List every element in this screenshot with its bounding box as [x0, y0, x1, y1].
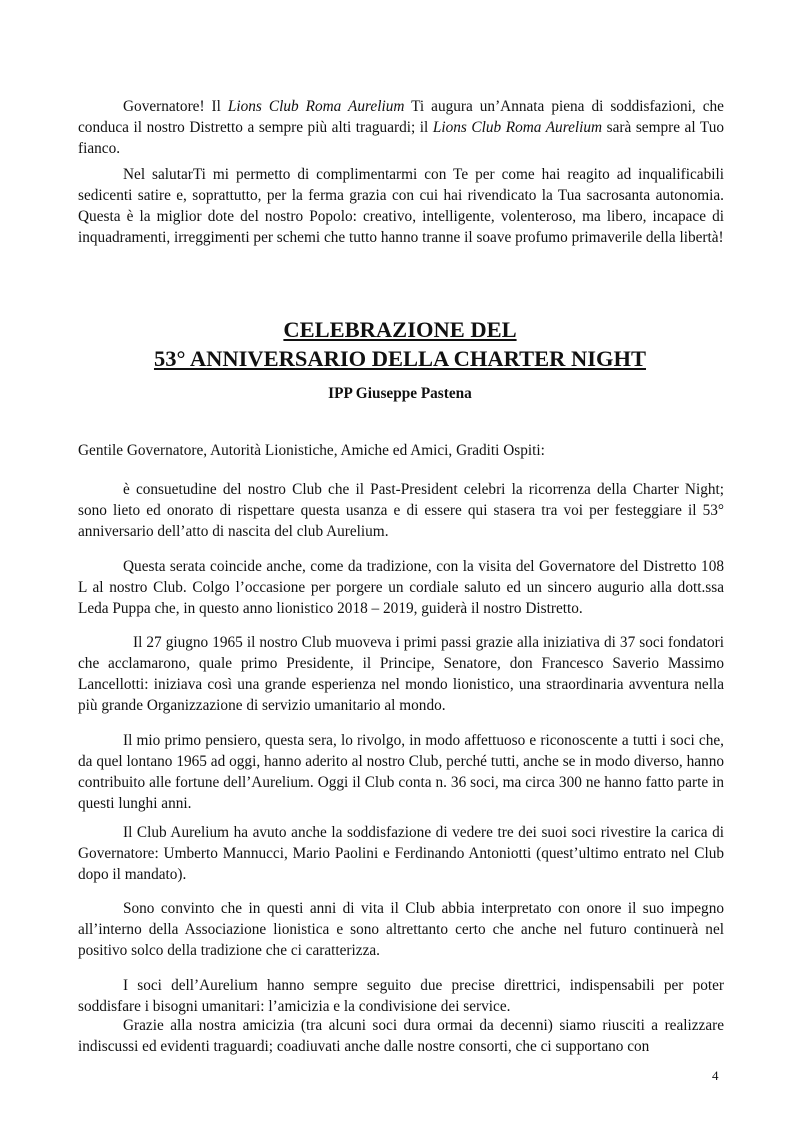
author-byline: IPP Giuseppe Pastena — [328, 385, 472, 402]
body-paragraph-3: Il 27 giugno 1965 il nostro Club muoveva i primi passi grazie alla iniziativa di 37 soci fondatori che acclamarono, quale primo Presidente, il Principe, Senatore, don Francesco Saverio Massimo Lancellotti: iniziava così una grande esperienza nel mondo lionistico, una straordinaria avventura nella più grande Organizzazione di servizio umanitario al mondo. — [78, 634, 724, 714]
club-name: Lions Club Roma Aurelium — [432, 119, 603, 136]
club-name: Lions Club Roma Aurelium — [227, 98, 405, 115]
body-paragraph-2: Questa serata coincide anche, come da tradizione, con la visita del Governatore del Distretto 108 L al nostro Club. Colgo l’occasione per porgere un cordiale saluto ed un sincero augurio alla dott.ssa Leda Puppa che, in questo anno lionistico 2018 – 2019, guiderà il nostro Distretto. — [78, 558, 724, 617]
intro-text: Governatore! Il — [123, 98, 228, 115]
page-number: 4 — [712, 1068, 719, 1083]
intro-text: sarà sempre al Tuo fianco. — [78, 119, 724, 157]
greeting: Gentile Governatore, Autorità Lionistiche, Amiche ed Amici, Graditi Ospiti: — [78, 442, 545, 459]
section-title-line-1: CELEBRAZIONE DEL — [283, 317, 517, 342]
body-paragraph-1: è consuetudine del nostro Club che il Past-President celebri la ricorrenza della Charter Night; sono lieto ed onorato di rispettare questa usanza e di essere qui stasera tra voi per festeggiare il 53° anniversario dell’atto di nascita del club Aurelium. — [78, 481, 724, 540]
intro-text: Ti augura un’Annata piena di soddisfazioni, che conduca il nostro Distretto a sempre più alti traguardi; il — [78, 98, 724, 136]
intro-paragraph-1 — [78, 96, 724, 159]
body-paragraph-7: I soci dell’Aurelium hanno sempre seguito due precise direttrici, indispensabili per poter soddisfare i bisogni umanitari: l’amicizia e la condivisione dei service. — [78, 977, 724, 1015]
section-title-line-2: 53° ANNIVERSARIO DELLA CHARTER NIGHT — [153, 346, 647, 371]
body-paragraph-6: Sono convinto che in questi anni di vita il Club abbia interpretato con onore il suo impegno all’interno della Associazione lionistica e sono altrettanto certo che anche nel futuro continuerà nel positivo solco della tradizione che ci caratterizza. — [78, 900, 724, 959]
intro-paragraph-2: Nel salutarTi mi permetto di complimentarmi con Te per come hai reagito ad inqualificabili sedicenti satire e, soprattutto, per la ferma grazia con cui hai rivendicato la Tua sacrosanta autonomia. Questa è la miglior dote del nostro Popolo: creativo, intelligente, volenteroso, ma libero, incapace di inquadramenti, irreggimenti per schemi che tutto hanno tranne il soave profumo primaverile della libertà! — [78, 166, 724, 246]
body-paragraph-5: Il Club Aurelium ha avuto anche la soddisfazione di vedere tre dei suoi soci rivestire la carica di Governatore: Umberto Mannucci, Mario Paolini e Ferdinando Antoniotti (quest’ultimo entrato nel Club dopo il mandato). — [78, 824, 724, 883]
body-paragraph-8: Grazie alla nostra amicizia (tra alcuni soci dura ormai da decenni) siamo riusciti a realizzare indiscussi ed evidenti traguardi; coadiuvati anche dalle nostre consorti, che ci supportano con — [78, 1017, 724, 1055]
body-paragraph-4: Il mio primo pensiero, questa sera, lo rivolgo, in modo affettuoso e riconoscente a tutti i soci che, da quel lontano 1965 ad oggi, hanno aderito al nostro Club, perché tutti, anche se in modo diverso, hanno contribuito alle fortune dell’Aurelium. Oggi il Club conta n. 36 soci, ma circa 300 ne hanno fatto parte in questi lunghi anni. — [78, 732, 724, 812]
